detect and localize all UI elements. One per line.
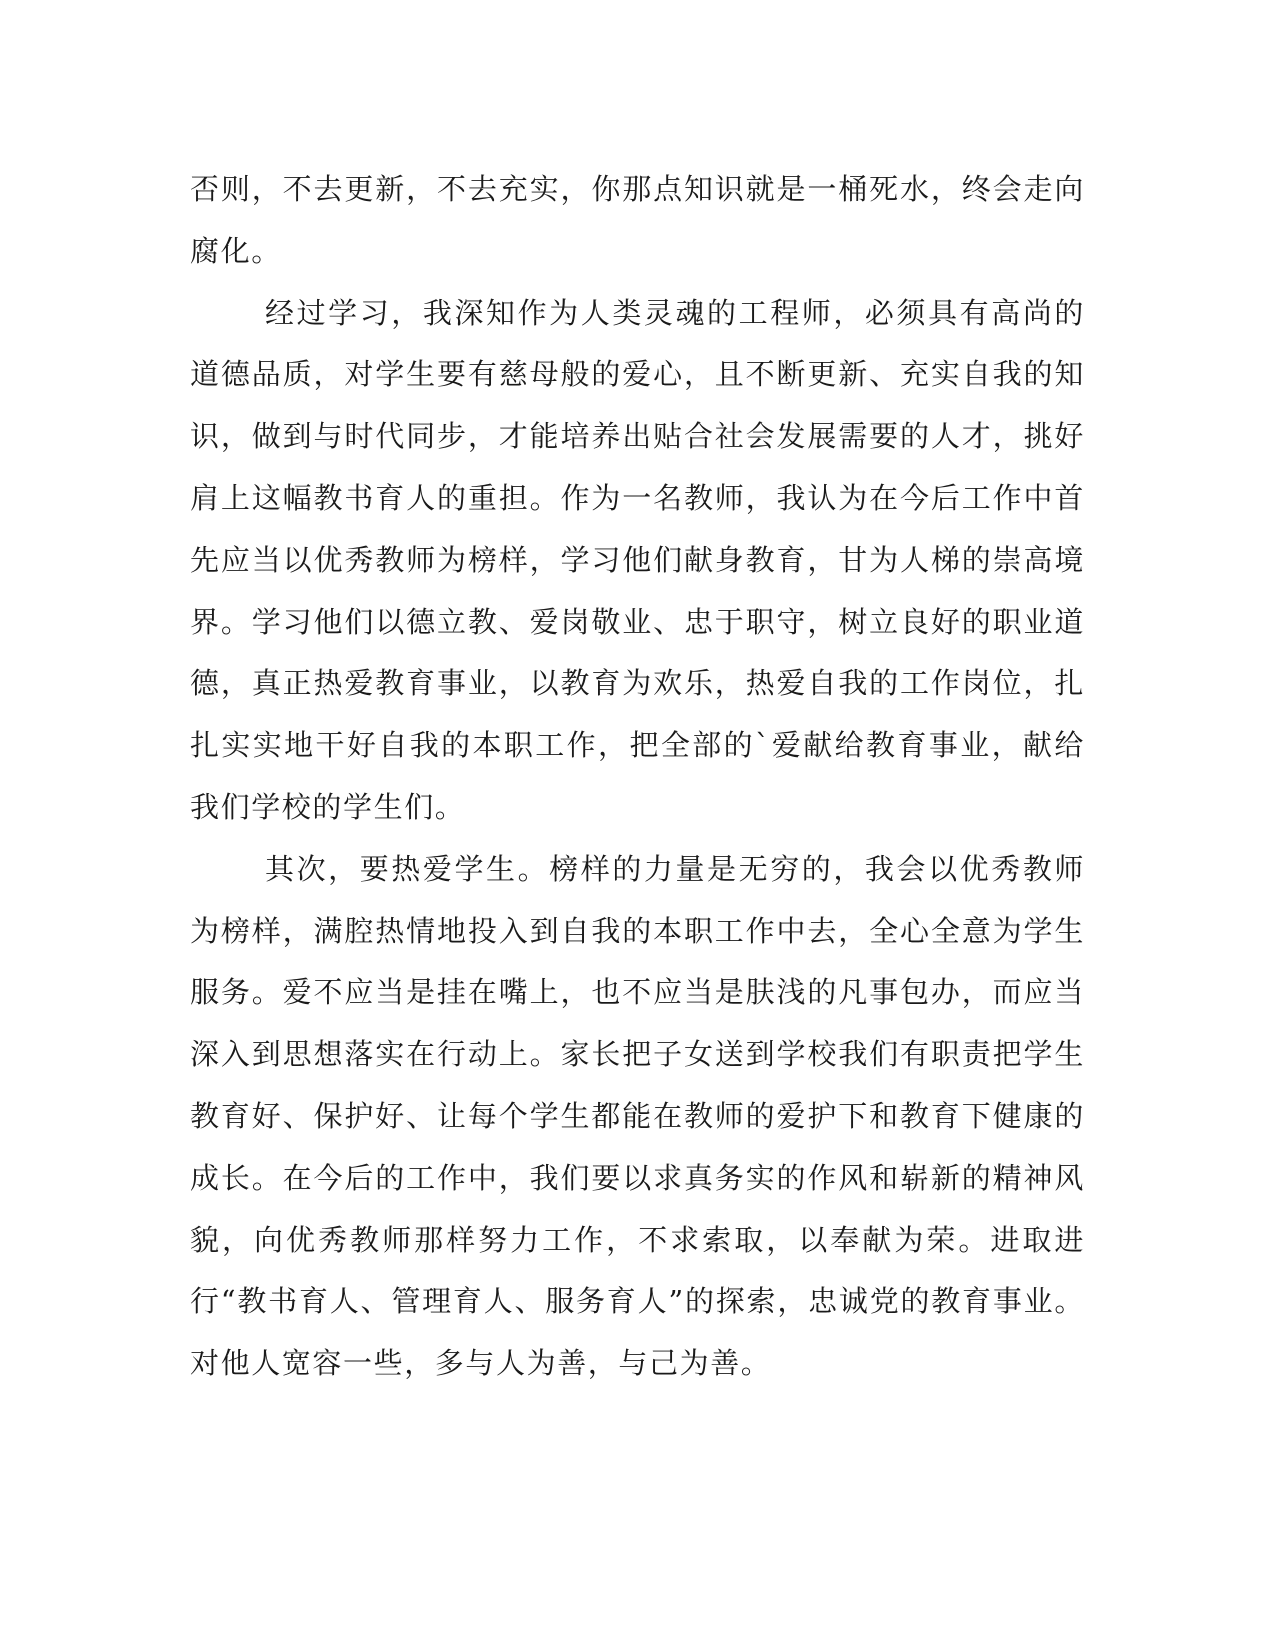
paragraph-2: 经过学习，我深知作为人类灵魂的工程师，必须具有高尚的道德品质，对学生要有慈母般的爱心，且不断更新、充实自我的知识，做到与时代同步，才能培养出贴合社会发展需要的人才，挑好肩上这幅教书育人的重担。作为一名教师，我认为在今后工作中首先应当以优秀教师为榜样，学习他们献身教育，甘为人梯的崇高境界。学习他们以德立教、爱岗敬业、忠于职守，树立良好的职业道德，真正热爱教育事业，以教育为欢乐，热爱自我的工作岗位，扎扎实实地干好自我的本职工作，把全部的`爱献给教育事业，献给我们学校的学生们。 (190, 295, 1085, 824)
document-body (190, 159, 1085, 1395)
paragraph-3: 其次，要热爱学生。榜样的力量是无穷的，我会以优秀教师为榜样，满腔热情地投入到自我的本职工作中去，全心全意为学生服务。爱不应当是挂在嘴上，也不应当是肤浅的凡事包办，而应当深入到思想落实在行动上。家长把子女送到学校我们有职责把学生教育好、保护好、让每个学生都能在教师的爱护下和教育下健康的成长。在今后的工作中，我们要以求真务实的作风和崭新的精神风貌，向优秀教师那样努力工作，不求索取，以奉献为荣。进取进行“教书育人、管理育人、服务育人”的探索，忠诚党的教育事业。对他人宽容一些，多与人为善，与己为善。 (190, 851, 1085, 1381)
paragraph-1: 否则，不去更新，不去充实，你那点知识就是一桶死水，终会走向腐化。 (190, 172, 1085, 268)
